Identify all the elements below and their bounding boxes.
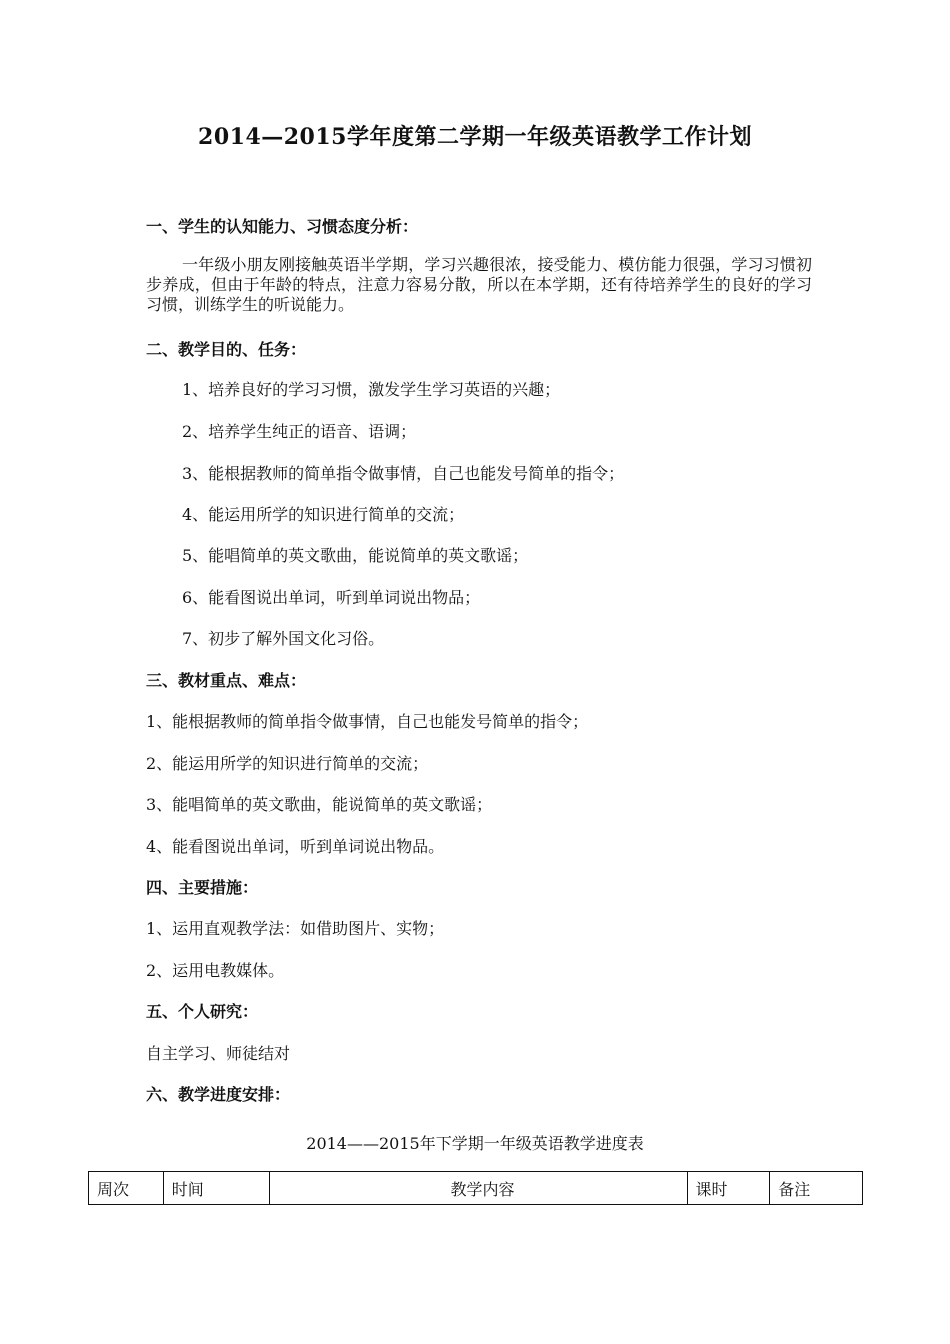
schedule-caption: 2014——2015年下学期一年级英语教学进度表 xyxy=(306,1134,644,1153)
research-text: 自主学习、师徒结对 xyxy=(146,1044,291,1063)
section-heading-key-points: 三、教材重点、难点： xyxy=(146,671,307,690)
column-header-week: 周次 xyxy=(89,1172,164,1205)
column-header-hours: 课时 xyxy=(687,1172,770,1205)
section-heading-goals: 二、教学目的、任务： xyxy=(146,340,307,359)
key-point-item: 2、能运用所学的知识进行简单的交流； xyxy=(146,754,429,773)
goal-item: 7、初步了解外国文化习俗。 xyxy=(182,629,385,648)
goal-item: 4、能运用所学的知识进行简单的交流； xyxy=(182,505,465,524)
analysis-paragraph: 一年级小朋友刚接触英语半学期，学习兴趣很浓，接受能力、模仿能力很强，学习习惯初步养成，但由于年龄的特点，注意力容易分散，所以在本学期，还有待培养学生的良好的学习习惯，训练学生的听说能力。 xyxy=(146,255,812,314)
key-point-item: 4、能看图说出单词，听到单词说出物品。 xyxy=(146,837,445,856)
goal-item: 5、能唱简单的英文歌曲，能说简单的英文歌谣； xyxy=(182,546,529,565)
goal-item: 3、能根据教师的简单指令做事情，自己也能发号简单的指令； xyxy=(182,464,625,483)
key-point-item: 1、能根据教师的简单指令做事情，自己也能发号简单的指令； xyxy=(146,712,589,731)
table-header-row xyxy=(89,1172,863,1205)
section-heading-research: 五、个人研究： xyxy=(146,1002,259,1021)
goal-item: 6、能看图说出单词，听到单词说出物品； xyxy=(182,588,481,607)
document-title: 2014—2015学年度第二学期一年级英语教学工作计划 xyxy=(198,124,752,150)
column-header-time: 时间 xyxy=(163,1172,270,1205)
section-heading-analysis: 一、学生的认知能力、习惯态度分析： xyxy=(146,217,419,236)
key-point-item: 3、能唱简单的英文歌曲，能说简单的英文歌谣； xyxy=(146,795,493,814)
column-header-content: 教学内容 xyxy=(270,1172,687,1205)
section-heading-measures: 四、主要措施： xyxy=(146,878,259,897)
schedule-table xyxy=(88,1171,863,1205)
goal-item: 2、培养学生纯正的语音、语调； xyxy=(182,422,417,441)
column-header-notes: 备注 xyxy=(770,1172,863,1205)
goal-item: 1、培养良好的学习习惯，激发学生学习英语的兴趣； xyxy=(182,380,561,399)
measure-item: 2、运用电教媒体。 xyxy=(146,961,285,980)
section-heading-schedule: 六、教学进度安排： xyxy=(146,1085,291,1104)
measure-item: 1、运用直观教学法：如借助图片、实物； xyxy=(146,919,445,938)
